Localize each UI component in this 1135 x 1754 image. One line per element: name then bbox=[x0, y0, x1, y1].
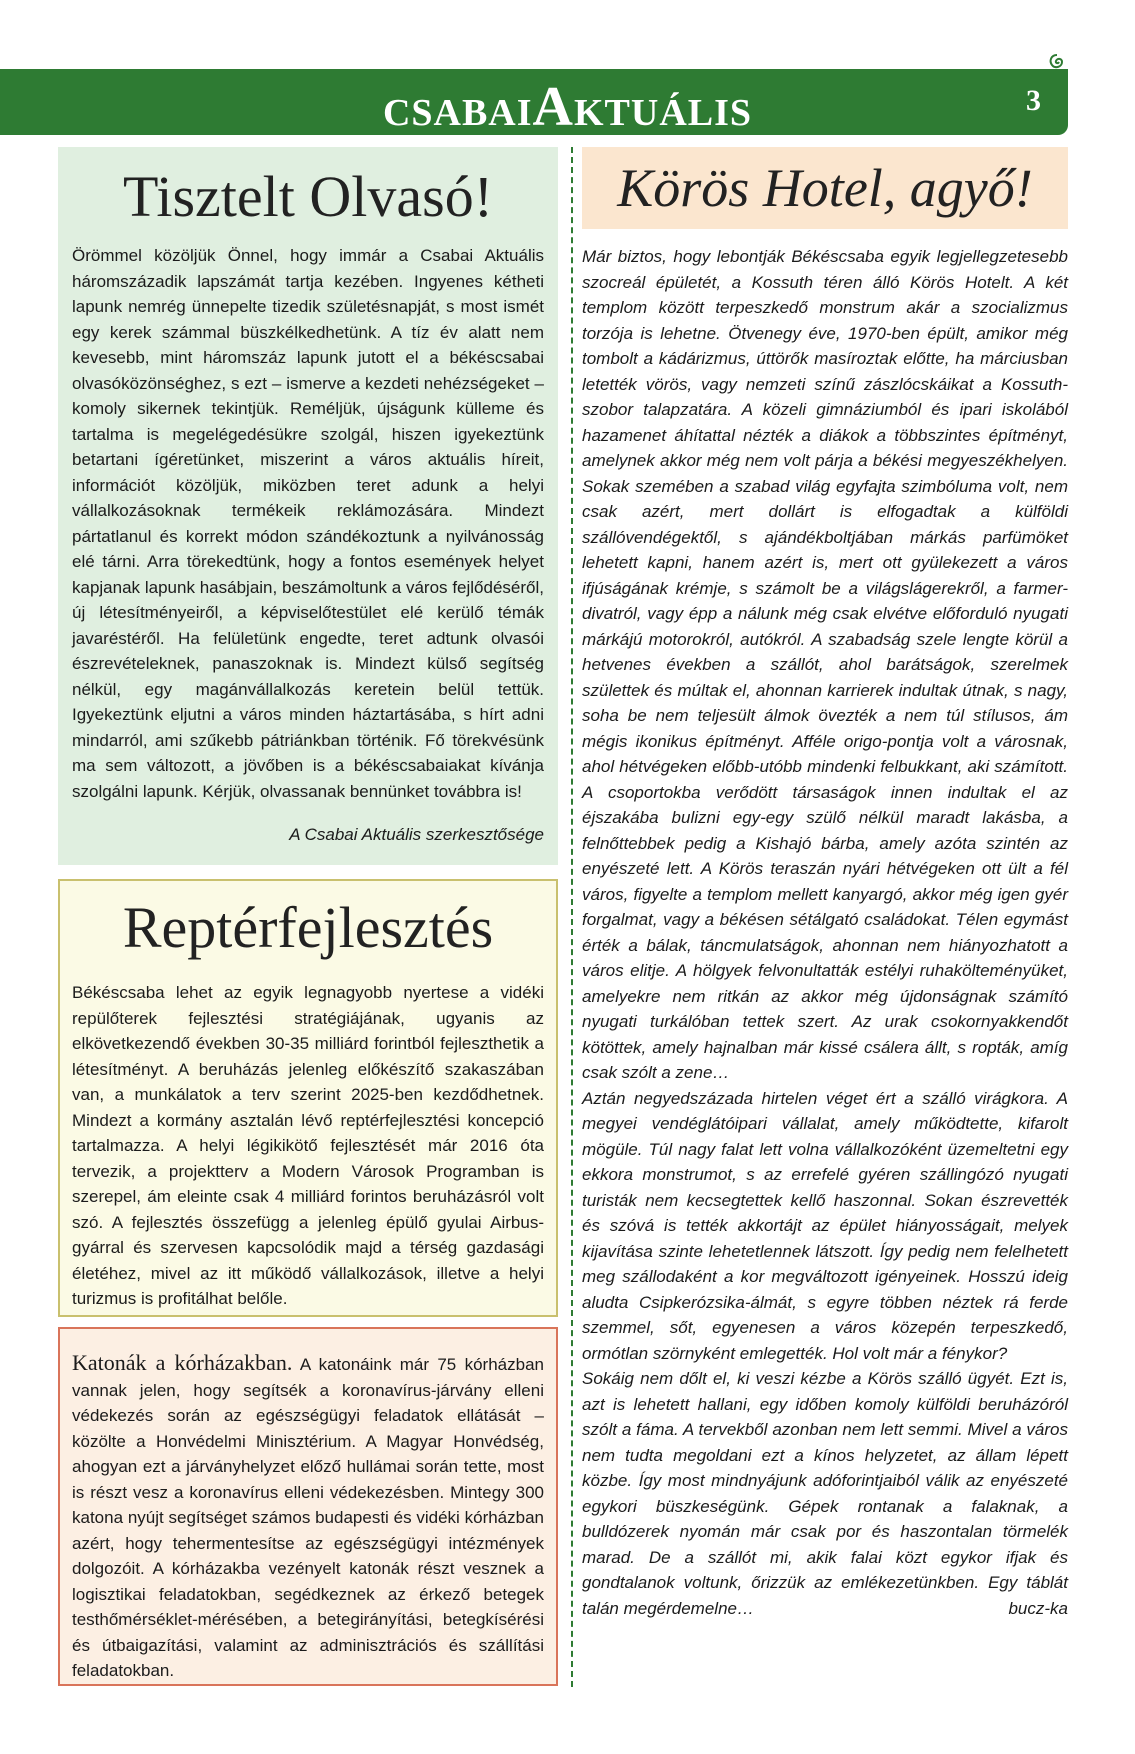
hotel-signature: bucz-ka bbox=[1008, 1598, 1068, 1618]
masthead-prefix: CSABAI bbox=[382, 92, 533, 134]
soldiers-article bbox=[72, 1350, 544, 1684]
editorial-title: Tisztelt Olvasó! bbox=[122, 164, 494, 229]
soldiers-lead: Katonák a kórházakban. bbox=[72, 1350, 293, 1375]
editorial-signature: A Csabai Aktuális szerkesztősége bbox=[289, 825, 544, 844]
airport-box bbox=[58, 879, 558, 1317]
airport-body: Békéscsaba lehet az egyik legnagyobb nyertese a vidéki repülőterek fejlesztési stratégiájának, ugyanis az elkövetkezendő években 30-35 milliárd forintból fejleszthetik a létesítményt. A beruházás jelenleg előkészítő szakaszában van, a munkálatok a terv szerint 2025-ben kezdődhetnek. Mindezt a kormány asztalán lévő reptérfejlesztési koncepció tartalmazza. A helyi légikikötő fejlesztését már 2016 óta tervezik, a projektterv a Modern Városok Programban is szerepel, ám eleinte csak 4 milliárd forintos beruházásról volt szó. A fejlesztés összefügg a jelenleg épülő gyulai Airbus-gyárral és szervesen kapcsolódik majd a térség gazdasági életéhez, mivel az itt működő vállalkozások, illetve a helyi turizmus is profitálhat belőle. bbox=[72, 983, 544, 1308]
soldiers-body: A katonáink már 75 kórházban vannak jelen, hogy segítsék a koronavírus-járvány elleni védekezés során az egészségügyi feladatok ellátását – közölte a Honvédelmi Minisztérium. A Magyar Honvédség, ahogyan ezt a járványhelyzet előző hullámai során tette, most is részt vesz a koronavírus elleni védekezésben. Mintegy 300 katona nyújt segítséget számos budapesti és vidéki kórházban azért, hogy tehermentesítse az egészségügyi intézmények dolgozóit. A kórházakba vezényelt katonák részt vesznek a logisztikai feladatokban, segédkeznek az érkező betegek testhőmérséklet-mérésében, a betegirányítási, betegkísérési és útbaigazítási, valamint az adminisztrációs és szállítási feladatokban. bbox=[72, 1355, 544, 1680]
masthead-rest: KTUÁLIS bbox=[574, 92, 753, 134]
hotel-paragraph: Már biztos, hogy lebontják Békéscsaba egyik legjellegzetesebb szocreál épületét, a Kossuth téren álló Körös Hotelt. A két templom között terpeszkedő monstrum akár a szocializmus torzója is lehetne. Ötvenegy éve, 1970-ben épült, amikor még tombolt a kádárizmus, úttörők masíroztak előtte, ha márciusban letették vörös, vagy nemzeti színű zászlócskáikat a Kossuth-szobor talapzatára. A közeli gimnáziumból és ipari iskolából hazamenet áhítattal nézték a diákok a többszintes építményt, amelynek akkor még nem volt párja a békési megyeszékhelyen. Sokak szemében a szabad világ egyfajta szimbóluma volt, nem csak azért, mert dollárt is elfogadtak a külföldi szállóvendégektől, s ajándékboltjában márkás parfümöket lehetett kapni, hanem azért is, mert ott gyülekezett a város ifjúságának krémje, s számolt be a világslágerekről, a farmer-divatról, vagy épp a nálunk még csak elvétve előforduló nyugati márkájú motorokról, autókról. A szabadság szele lengte körül a hetvenes években a szállót, ahol barátságok, szerelmek születtek és múltak el, ahonnan karrierek indultak útnak, s nagy, soha be nem teljesült álmok övezték a nem túl stílusos, ám mégis ikonikus építményt. Afféle origo-pontja volt a városnak, ahol hétvégeken előbb-utóbb mindenki felbukkant, aki számított. A csoportokba verődött társaságok innen indultak el az éjszakába bulizni egy-egy szülő nélkül maradt lakásba, a felnőttebbek pedig a Kishajó bárba, amely azóta szintén az enyészeté lett. A Körös teraszán nyári hétvégeken ott ült a fél város, figyelte a templom mellett kanyargó, akkor még igen gyér forgalmat, vagy a békésen sétálgató családokat. Télen egymást érték a bálak, táncmulatságok, ahonnan nem hiányozhatott a város elitje. A hölgyek felvonultatták estélyi ruhakölteményüket, amelyekre nem ritkán az akkor még újdonságnak számító nyugati turkálóban tettek szert. Az urak csokornyakkendőt kötöttek, amely hajnalban már kissé csálera állt, s ropták, amíg csak szólt a zene… bbox=[582, 247, 1068, 1082]
hotel-article bbox=[582, 244, 1068, 1621]
editorial-box bbox=[58, 147, 558, 865]
masthead bbox=[0, 77, 1135, 143]
editorial-body: Örömmel közöljük Önnel, hogy immár a Csabai Aktuális háromszázadik lapszámát tartja kezében. Ingyenes kétheti lapunk nemrég ünnepelte tizedik születésnapját, s most ismét egy kerek számmal büszkélkedhetünk. A tíz év alatt nem kevesebb, mint háromszáz lapunk jutott el a békéscsabai olvasóközönséghez, s ezt – ismerve a kezdeti nehézségeket – komoly sikernek tekintjük. Reméljük, újságunk külleme és tartalma is megelégedésükre szolgál, hiszen igyekeztünk betartani ígéretünket, miszerint a város aktuális híreit, információt közöljük, miközben teret adunk a helyi vállalkozásoknak termékeik reklámozására. Mindezt pártatlanul és korrekt módon szándékoztunk a nyilvánosság elé tárni. Arra törekedtünk, hogy a fontos események helyet kapjanak lapunk hasábjain, beszámoltunk a város fejlődéséről, új létesítményeiről, a képviselőtestület elé kerülő témák javaréstéről. Ha felületünk engedte, teret adtunk olvasói észrevételeknek, panaszoknak is. Mindezt külső segítség nélkül, egy magánvállalkozás keretein belül tettük. Igyekeztünk eljutni a város minden háztartásába, s hírt adni mindarról, ami szűkebb pátriánkban történik. Fő törekvésünk ma sem változott, a jövőben is a békéscsabaiakat kívánja szolgálni lapunk. Kérjük, olvassanak bennünket továbbra is! bbox=[72, 246, 544, 801]
hotel-paragraph bbox=[582, 1366, 1068, 1621]
hotel-title: Körös Hotel, agyő! bbox=[617, 158, 1033, 218]
hotel-paragraph: Aztán negyedszázada hirtelen véget ért a szálló virágkora. A megyei vendéglátóipari vállalat, amely működtette, kifarolt mögüle. Túl nagy falat lett volna vállalkozóként üzemeltetni egy ekkora monstrumot, s az errefelé gyéren szállingózó nyugati turisták nem kecsegtettek kellő haszonnal. Sokan észrevették és szóvá is tették akkortájt az épület hiányosságait, melyek kijavítása szinte lehetetlennek látszott. Így pedig nem felelhetett meg szállodaként a kor megváltozott igényeinek. Hosszú ideig aludta Csipkerózsika-álmát, s egyre többen néztek rá ferde szemmel, sőt, egyenesen a város közepén terpeszkedő, ormótlan szörnyként emlegették. Hol volt már a fénykor? bbox=[582, 1088, 1068, 1363]
soldiers-box bbox=[58, 1327, 558, 1686]
column-divider bbox=[571, 147, 573, 1687]
airport-title: Reptérfejlesztés bbox=[122, 895, 494, 960]
hotel-title-box bbox=[582, 147, 1068, 229]
masthead-initial: A bbox=[532, 76, 574, 138]
hotel-paragraph-text: Sokáig nem dőlt el, ki veszi kézbe a Körös szálló ügyét. Ezt is, azt is lehetett hallani, egy időben komoly külföldi beruházóról szólt a fáma. A tervekből azonban nem lett semmi. Mivel a város nem tudta megoldani ezt a kínos helyzetet, az állam lépett közbe. Így most mindnyájunk adóforintjaiból válik az enyészeté egykori büszkeségünk. Gépek rontanak a falaknak, a bulldózerek nyomán már csak por és haszontalan törmelék marad. De a szállót mi, akik falai közt egykor ifjak és gondtalanok voltunk, őrizzük az emlékezetünkben. Egy táblát talán megérdemelne… bbox=[582, 1369, 1068, 1618]
page-number: 3 bbox=[1026, 84, 1041, 117]
